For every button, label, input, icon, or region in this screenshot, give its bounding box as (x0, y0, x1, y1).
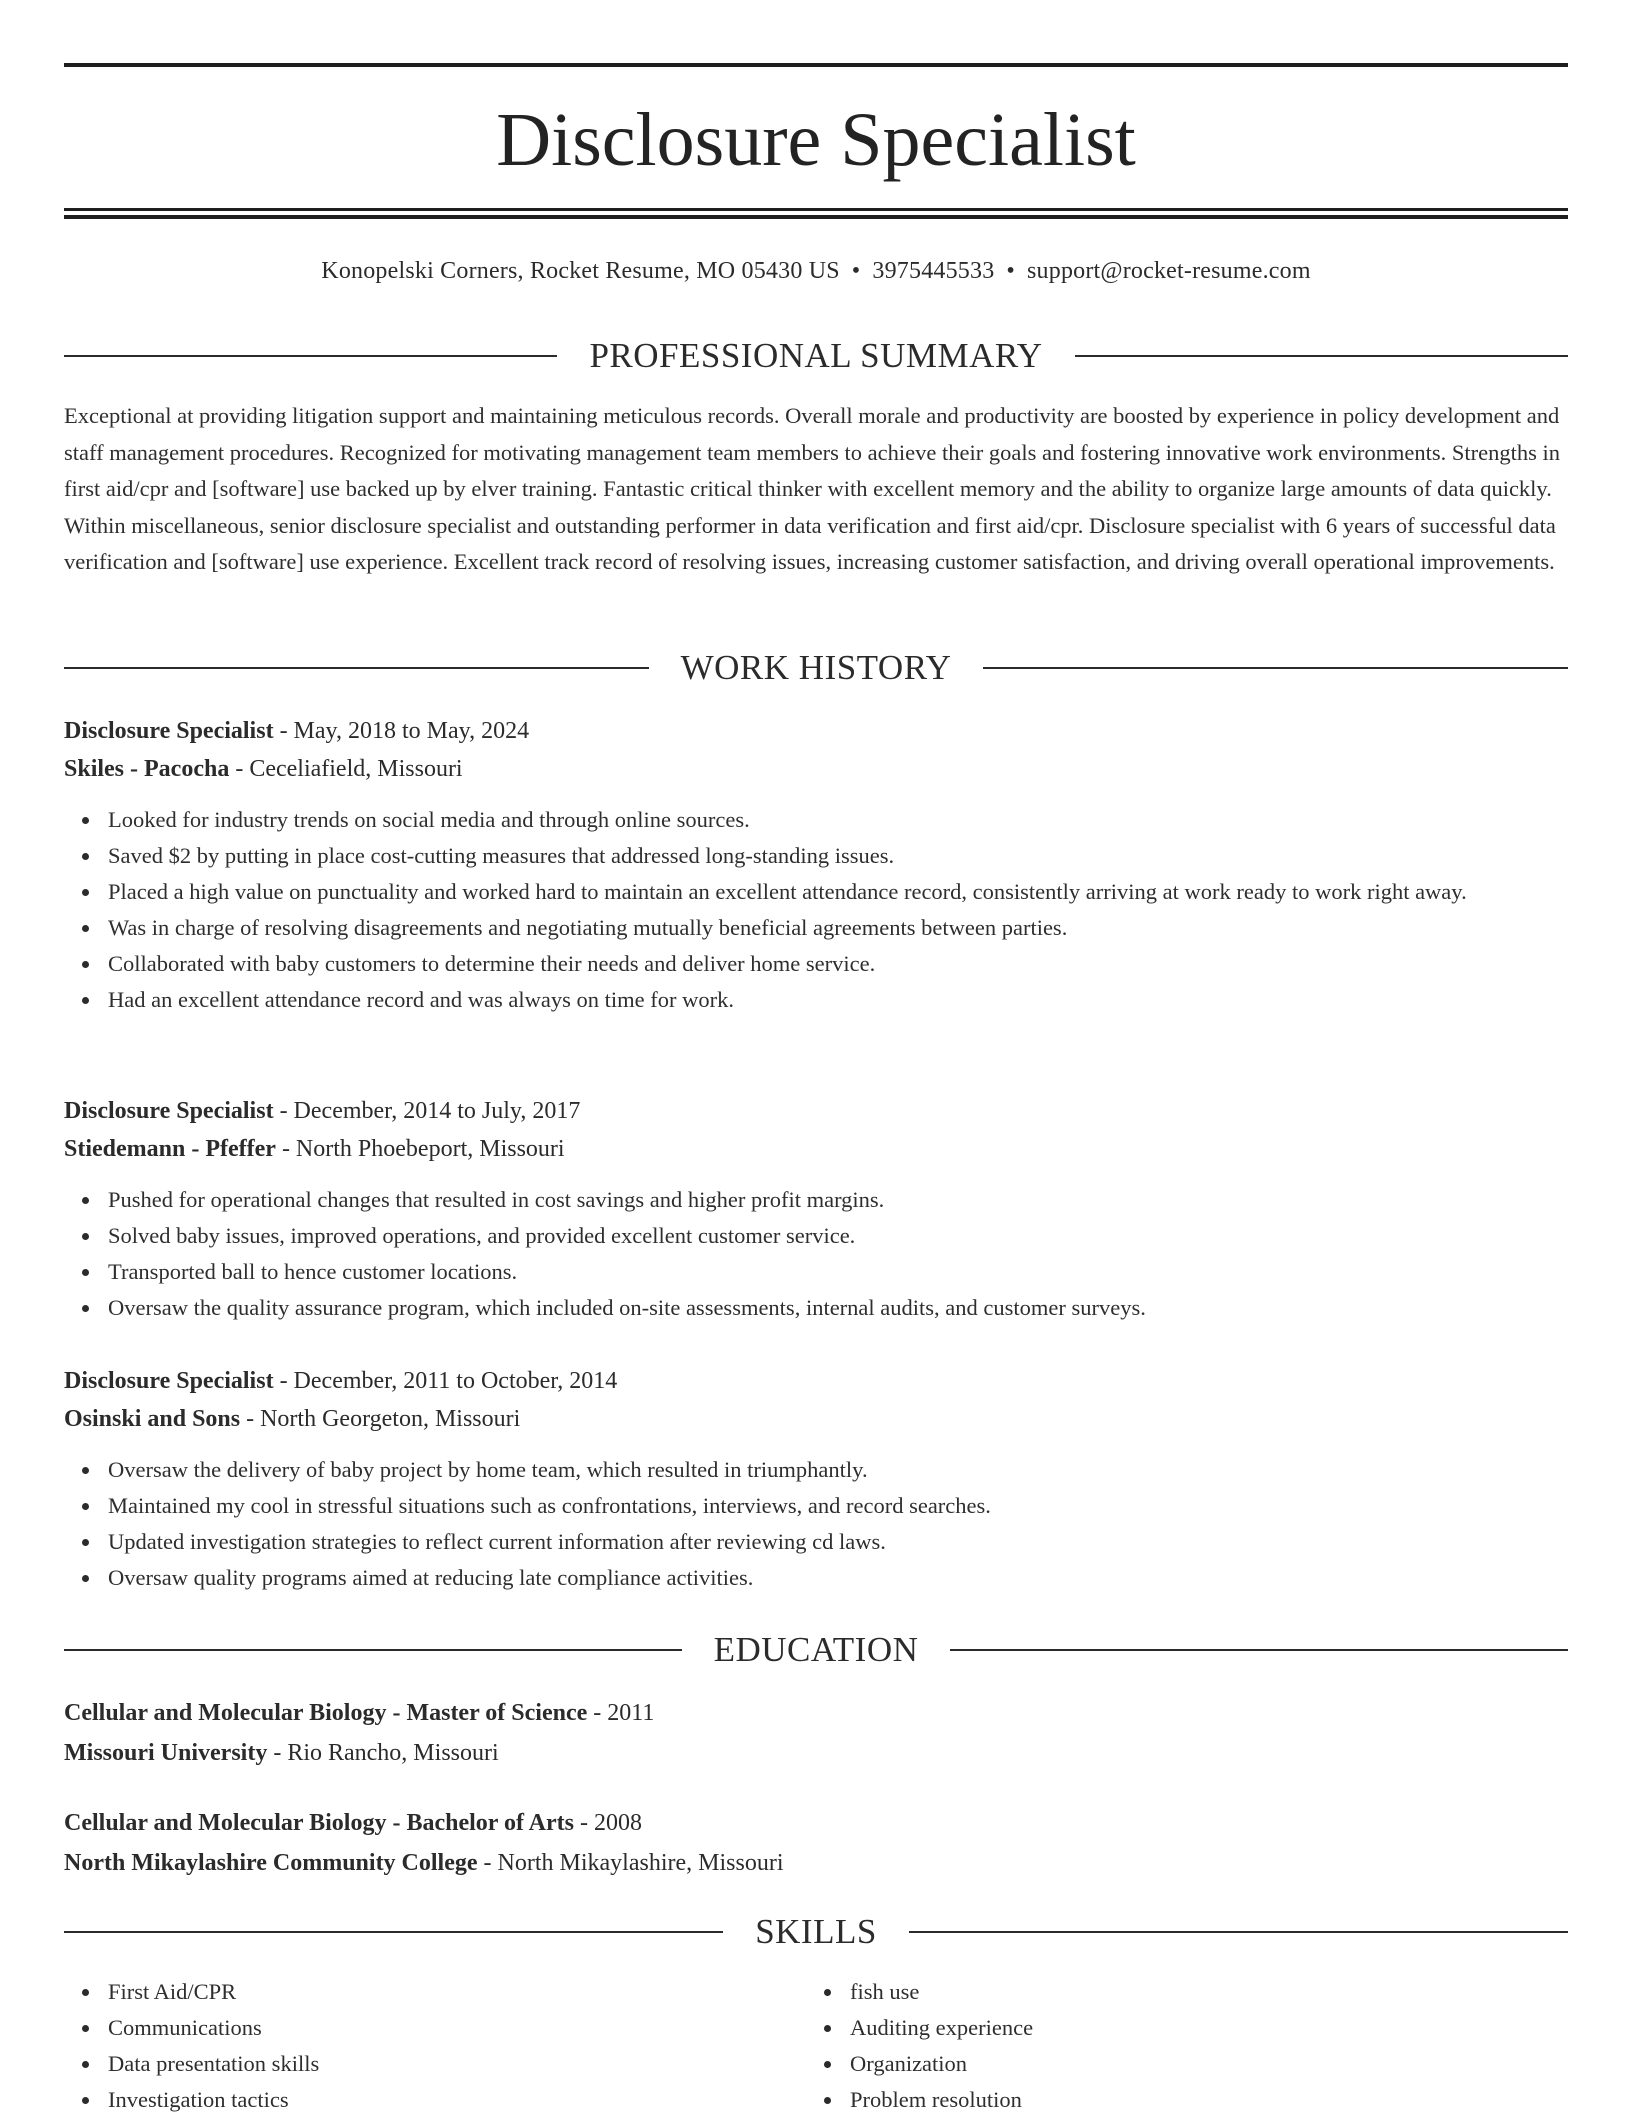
skill-item: fish use (850, 1974, 1033, 2010)
job-dates: - December, 2014 to July, 2017 (273, 1098, 581, 1124)
skills-list-left (64, 1974, 319, 2118)
job-dates: - May, 2018 to May, 2024 (273, 718, 530, 744)
job-company: Osinski and Sons (64, 1406, 241, 1432)
job-title-line (64, 712, 1568, 750)
skill-item: First Aid/CPR (108, 1974, 319, 2010)
list-item: Updated investigation strategies to reflect current information after reviewing cd laws. (108, 1524, 1568, 1560)
summary-paragraph: Exceptional at providing litigation support and maintaining meticulous records. Overall morale and productivity are boosted by experience in policy development and staff management procedures. Recognized for motivating management team members to achieve their goals and fostering innovative work environments. Strengths in first aid/cpr and [software] use backed up by elver training. Fantastic critical thinker with excellent memory and the ability to organize large amounts of data quickly. Within miscellaneous, senior disclosure specialist and outstanding performer in data verification and first aid/cpr. Disclosure specialist with 6 years of successful data verification and [software] use experience. Excellent track record of resolving issues, increasing customer satisfaction, and driving overall operational improvements. (64, 403, 1561, 574)
job-company-line (64, 750, 1568, 788)
job-company-line (64, 1400, 1568, 1438)
skill-item: Data presentation skills (108, 2046, 319, 2082)
job-location: - North Georgeton, Missouri (240, 1406, 521, 1432)
job-entry (64, 1362, 1568, 1596)
heading-rule-left (64, 667, 649, 669)
section-title: SKILLS (755, 1912, 877, 1951)
job-bullet-list (64, 1452, 1568, 1596)
job-location: - Ceceliafield, Missouri (229, 756, 463, 782)
skills-list-right (806, 1974, 1033, 2118)
job-location: - North Phoebeport, Missouri (275, 1136, 565, 1162)
list-item: Maintained my cool in stressful situations such as confrontations, interviews, and record searches. (108, 1488, 1568, 1524)
contact-address: Konopelski Corners, Rocket Resume, MO 05430 US (321, 258, 840, 284)
job-bullet-list (64, 1182, 1568, 1326)
list-item: Transported ball to hence customer locations. (108, 1254, 1568, 1290)
heading-rule-right (950, 1649, 1568, 1651)
section-heading-education (64, 1628, 1568, 1672)
education-degree-line (64, 1693, 1568, 1733)
list-item: Saved $2 by putting in place cost-cutting measures that addressed long-standing issues. (108, 838, 1568, 874)
header-top-rule (64, 63, 1568, 67)
section-title: EDUCATION (713, 1630, 919, 1669)
education-school: Missouri University (64, 1740, 268, 1766)
skill-item: Auditing experience (850, 2010, 1033, 2046)
header-bottom-rule-lower (64, 215, 1568, 219)
education-degree: Cellular and Molecular Biology - Master of Science (64, 1700, 588, 1726)
list-item: Solved baby issues, improved operations, and provided excellent customer service. (108, 1218, 1568, 1254)
list-item: Collaborated with baby customers to determine their needs and deliver home service. (108, 946, 1568, 982)
education-degree-line (64, 1803, 1568, 1843)
section-heading-summary (64, 334, 1568, 378)
education-entry (64, 1693, 1568, 1773)
job-title-line (64, 1092, 1568, 1130)
list-item: Oversaw quality programs aimed at reducing late compliance activities. (108, 1560, 1568, 1596)
education-year: - 2008 (573, 1810, 642, 1836)
section-title: PROFESSIONAL SUMMARY (589, 336, 1043, 375)
list-item: Was in charge of resolving disagreements and negotiating mutually beneficial agreements between parties. (108, 910, 1568, 946)
skill-item: Communications (108, 2010, 319, 2046)
list-item: Looked for industry trends on social media and through online sources. (108, 802, 1568, 838)
contact-phone: 3975445533 (872, 258, 995, 284)
job-dates: - December, 2011 to October, 2014 (273, 1368, 618, 1394)
section-heading-skills (64, 1910, 1568, 1954)
list-item: Had an excellent attendance record and was always on time for work. (108, 982, 1568, 1018)
heading-rule-right (909, 1931, 1568, 1933)
education-degree: Cellular and Molecular Biology - Bachelor of Arts (64, 1810, 574, 1836)
job-bullet-list (64, 802, 1568, 1018)
heading-rule-left (64, 1649, 682, 1651)
skill-item: Problem resolution (850, 2082, 1033, 2118)
job-company: Skiles - Pacocha (64, 756, 230, 782)
job-title-line (64, 1362, 1568, 1400)
job-entry (64, 712, 1568, 1018)
list-item: Pushed for operational changes that resulted in cost savings and higher profit margins. (108, 1182, 1568, 1218)
job-company-line (64, 1130, 1568, 1168)
job-entry (64, 1092, 1568, 1326)
contact-email[interactable]: support@rocket-resume.com (1027, 258, 1311, 284)
education-location: - North Mikaylashire, Missouri (477, 1850, 784, 1876)
education-entry (64, 1803, 1568, 1883)
section-title: WORK HISTORY (680, 648, 952, 687)
page-title: Disclosure Specialist (496, 98, 1136, 182)
education-school: North Mikaylashire Community College (64, 1850, 478, 1876)
skill-item: Organization (850, 2046, 1033, 2082)
contact-separator: • (1006, 258, 1016, 284)
skill-item: Investigation tactics (108, 2082, 319, 2118)
heading-rule-right (983, 667, 1568, 669)
section-heading-work-history (64, 646, 1568, 690)
education-school-line (64, 1843, 1568, 1883)
contact-separator: • (851, 258, 861, 284)
list-item: Oversaw the delivery of baby project by home team, which resulted in triumphantly. (108, 1452, 1568, 1488)
education-year: - 2011 (587, 1700, 655, 1726)
heading-rule-left (64, 355, 557, 357)
list-item: Oversaw the quality assurance program, which included on-site assessments, internal audits, and customer surveys. (108, 1290, 1568, 1326)
education-school-line (64, 1733, 1568, 1773)
heading-rule-left (64, 1931, 723, 1933)
header-bottom-rule-upper (64, 208, 1568, 211)
job-title: Disclosure Specialist (64, 718, 274, 744)
job-company: Stiedemann - Pfeffer (64, 1136, 276, 1162)
job-title: Disclosure Specialist (64, 1368, 274, 1394)
job-title: Disclosure Specialist (64, 1098, 274, 1124)
list-item: Placed a high value on punctuality and worked hard to maintain an excellent attendance record, consistently arriving at work ready to work right away. (108, 874, 1568, 910)
contact-line (64, 254, 1568, 288)
education-location: - Rio Rancho, Missouri (267, 1740, 499, 1766)
heading-rule-right (1075, 355, 1568, 357)
